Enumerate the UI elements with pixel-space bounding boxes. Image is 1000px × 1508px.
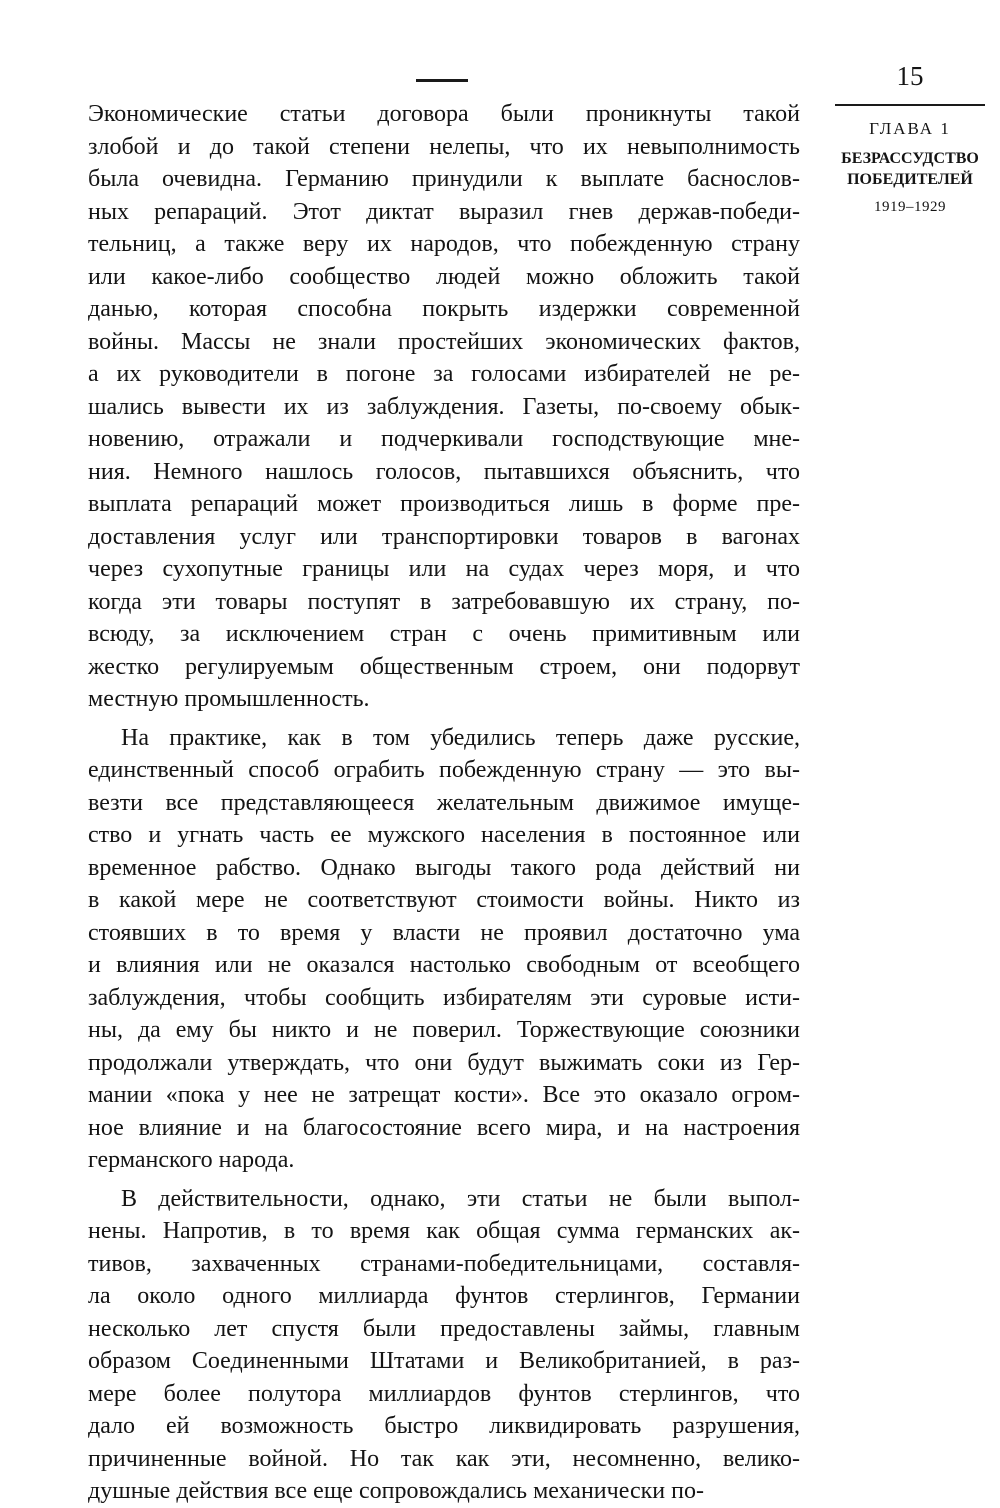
text-line: ное влияние и на благосостояние всего мира, и на настроения [88,1114,800,1141]
text-line: ны, да ему бы никто и не поверил. Торжествующие союзники [88,1017,800,1043]
text-line: германского народа. [88,1147,295,1173]
text-line: шались вывести их из заблуждения. Газеты, по-своему обык- [88,393,800,420]
page-number: 15 [896,61,924,91]
text-line: или какое-либо сообщество людей можно обложить такой [88,263,800,290]
text-line: причиненные войной. Но так как эти, несомненно, велико- [88,1445,800,1472]
body-text [88,98,800,1508]
text-line: тивов, захваченных странами-победительницами, составля- [88,1250,800,1277]
text-line: временное рабство. Однако выгоды такого рода действий ни [88,854,800,881]
text-line: ство и угнать часть ее мужского населения в постоянное или [88,822,800,848]
text-line: когда эти товары поступят в затребовавшую их страну, по- [88,588,800,615]
text-line: и влияния или не оказался настолько свободным от всеобщего [88,952,800,978]
text-line: образом Соединенными Штатами и Великобританией, в раз- [88,1348,800,1374]
text-line: войны. Массы не знали простейших экономических фактов, [88,328,800,355]
chapter-sidebar [828,119,992,217]
text-line: дало ей возможность быстро ликвидировать разрушения, [88,1413,800,1439]
text-line: через сухопутные границы или на судах через моря, и что [88,556,800,582]
text-line: единственный способ ограбить побежденную страну — это вы- [88,757,800,783]
text-line: нены. Напротив, в то время как общая сумма германских ак- [88,1218,800,1244]
text-line: мере более полутора миллиардов фунтов стерлингов, что [88,1380,800,1407]
paragraph [88,1183,800,1508]
text-line: несколько лет спустя были предоставлены займы, главным [88,1315,800,1342]
text-line: ла около одного миллиарда фунтов стерлингов, Германии [88,1283,800,1309]
text-line: всюду, за исключением стран с очень примитивным или [88,621,800,647]
text-line: данью, которая способна покрыть издержки современной [88,296,800,322]
sidebar-rule [835,104,985,106]
text-line: Экономические статьи договора были проникнуты такой [88,101,800,127]
text-line: доставления услуг или транспортировки товаров в вагонах [88,523,800,550]
text-line: В действительности, однако, эти статьи не были выпол- [121,1185,800,1212]
text-line: ния. Немного нашлось голосов, пытавшихся объяснить, что [88,458,800,485]
chapter-title-line: БЕЗРАССУДСТВО [841,150,979,167]
text-line: везти все представляющееся желательным движимое имуще- [88,789,800,816]
text-line: была очевидна. Германию принудили к выплате баснослов- [88,166,800,192]
text-line: жестко регулируемым общественным строем, они подорвут [88,653,800,680]
chapter-years: 1919–1929 [874,199,946,215]
text-line: местную промышленность. [88,686,370,712]
text-line: новению, отражали и подчеркивали господствующие мне- [88,426,800,452]
paragraph [88,98,800,716]
text-line: тельниц, а также веру их народов, что побежденную страну [88,231,800,257]
chapter-label: ГЛАВА 1 [869,119,951,138]
text-line: мании «пока у нее не затрещат кости». Все это оказало огром- [88,1082,800,1108]
chapter-title-line: ПОБЕДИТЕЛЕЙ [847,171,973,188]
text-line: злобой и до такой степени нелепы, что их невыполнимость [88,133,800,160]
header-rule [416,79,468,82]
text-line: заблуждения, чтобы сообщить избирателям эти суровые исти- [88,984,800,1011]
text-line: На практике, как в том убедились теперь даже русские, [121,724,800,751]
text-line: выплата репараций может производиться лишь в форме пре- [88,491,800,517]
text-line: стоявших в то время у власти не проявил достаточно ума [88,919,800,946]
text-line: а их руководители в погоне за голосами избирателей не ре- [88,361,800,387]
text-line: продолжали утверждать, что они будут выжимать соки из Гер- [88,1049,800,1076]
text-line: в какой мере не соответствуют стоимости войны. Никто из [88,887,800,913]
paragraph [88,722,800,1177]
chapter-title [828,148,992,190]
text-line: душные действия все еще сопровождались механически по- [88,1478,704,1504]
text-line: ных репараций. Этот диктат выразил гнев держав-победи- [88,198,800,225]
